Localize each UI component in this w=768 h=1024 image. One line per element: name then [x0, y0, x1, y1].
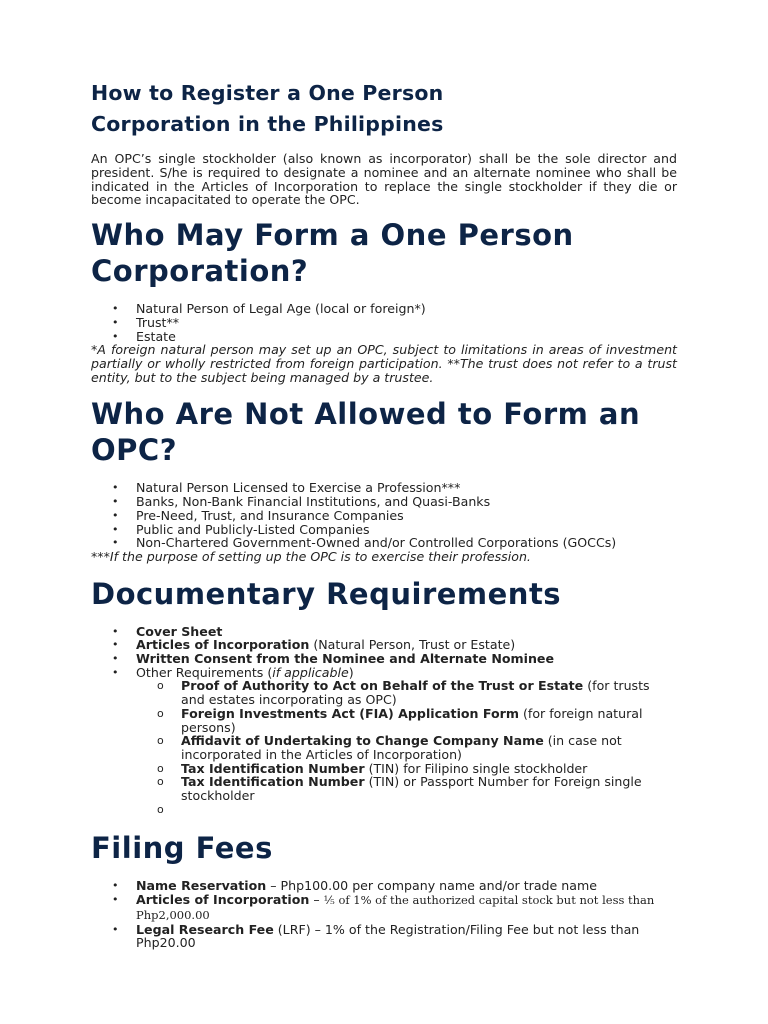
heading-filing-fees: Filing Fees	[91, 831, 273, 866]
cover-sheet-label: Cover Sheet	[136, 623, 223, 639]
other-requirements-sublist	[136, 679, 677, 816]
articles-fee-dash: –	[309, 892, 324, 908]
list-item-articles	[91, 638, 677, 652]
list-item-articles-fee	[91, 893, 677, 922]
intro-paragraph: An OPC’s single stockholder (also known as incorporator) shall be the sole director and president. S/he is required to designate a nominee and an alternate nominee who shall be indicated in the Articles of Incorporation to replace the single stockholder if they die or become incapacitated to operate the OPC.	[91, 151, 677, 208]
sub-list-item-empty	[136, 803, 677, 817]
note-trust: **The trust does not refer to a trust entity, but to the subject being managed by a trustee.	[91, 356, 677, 385]
heading-not-allowed: Who Are Not Allowed to Form an OPC?	[91, 397, 641, 468]
documentary-requirements-list	[91, 625, 677, 817]
written-consent-label: Written Consent from the Nominee and Alternate Nominee	[136, 651, 555, 667]
articles-fee-label: Articles of Incorporation	[136, 892, 310, 908]
other-requirements-close: )	[348, 664, 354, 680]
sub-item-label: Foreign Investments Act (FIA) Application Form	[181, 705, 519, 721]
page-title	[91, 78, 677, 140]
page-title-line1: How to Register a One Person	[91, 81, 444, 105]
list-item: • Natural Person Licensed to Exercise a Profession***	[91, 481, 677, 495]
list-item-legal-research-fee	[91, 923, 677, 950]
heading-who-may-form: Who May Form a One Person Corporation?	[91, 218, 574, 289]
sub-item-label: Affidavit of Undertaking to Change Company Name	[181, 733, 544, 749]
list-item-cover-sheet	[91, 625, 677, 639]
name-reservation-detail: – Php100.00 per company name and/or trade name	[266, 878, 597, 894]
list-item: • Banks, Non-Bank Financial Institutions, and Quasi-Banks	[91, 495, 677, 509]
sub-item-label: Tax Identification Number	[181, 774, 365, 790]
list-item: • Natural Person of Legal Age (local or foreign*)	[91, 302, 677, 316]
legal-research-fee-detail: (LRF) – 1% of the Registration/Filing Fee but not less than Php20.00	[136, 921, 640, 951]
list-item: • Public and Publicly-Listed Companies	[91, 523, 677, 537]
name-reservation-label: Name Reservation	[136, 878, 267, 894]
heading-documentary-requirements: Documentary Requirements	[91, 576, 562, 611]
sub-item-detail: (for foreign natural persons)	[181, 705, 643, 735]
list-item: • Pre-Need, Trust, and Insurance Companies	[91, 509, 677, 523]
articles-fee-detail: ⅕ of 1% of the authorized capital stock but not less than Php2,000.00	[136, 893, 655, 922]
sub-item-detail: (TIN) or Passport Number for Foreign single stockholder	[181, 774, 642, 804]
sub-list-item	[136, 734, 677, 761]
foreign-person-note	[91, 343, 677, 384]
sub-list-item	[136, 775, 677, 802]
not-allowed-list	[91, 481, 677, 550]
if-applicable-text: if applicable	[272, 664, 349, 680]
who-may-list	[91, 302, 677, 343]
list-item: • Trust**	[91, 316, 677, 330]
profession-note: ***If the purpose of setting up the OPC is to exercise their profession.	[91, 548, 531, 564]
sub-list-item	[136, 707, 677, 734]
other-requirements-label: Other Requirements (	[136, 664, 273, 680]
list-item: • Non-Chartered Government-Owned and/or Controlled Corporations (GOCCs)	[91, 536, 677, 550]
document-page	[91, 78, 677, 950]
page-title-line2: Corporation in the Philippines	[91, 112, 444, 136]
sub-item-detail: (for trusts and estates incorporating as OPC)	[181, 678, 650, 708]
filing-fees-list	[91, 879, 677, 950]
sub-item-label: Tax Identification Number	[181, 760, 365, 776]
list-item-name-reservation	[91, 879, 677, 893]
sub-list-item	[136, 762, 677, 776]
articles-detail: (Natural Person, Trust or Estate)	[309, 637, 516, 653]
list-item-other-requirements	[91, 666, 677, 817]
sub-item-label: Proof of Authority to Act on Behalf of the Trust or Estate	[181, 678, 584, 694]
note-foreign: *A foreign natural person may set up an OPC, subject to limitations in areas of investment partially or wholly restricted from foreign participation.	[91, 342, 677, 371]
list-item-written-consent	[91, 652, 677, 666]
sub-list-item	[136, 679, 677, 706]
sub-item-detail: (in case not incorporated in the Articles of Incorporation)	[181, 733, 622, 762]
articles-label: Articles of Incorporation	[136, 637, 310, 653]
legal-research-fee-label: Legal Research Fee	[136, 921, 274, 937]
sub-item-detail: (TIN) for Filipino single stockholder	[364, 760, 588, 776]
list-item: • Estate	[91, 330, 677, 344]
